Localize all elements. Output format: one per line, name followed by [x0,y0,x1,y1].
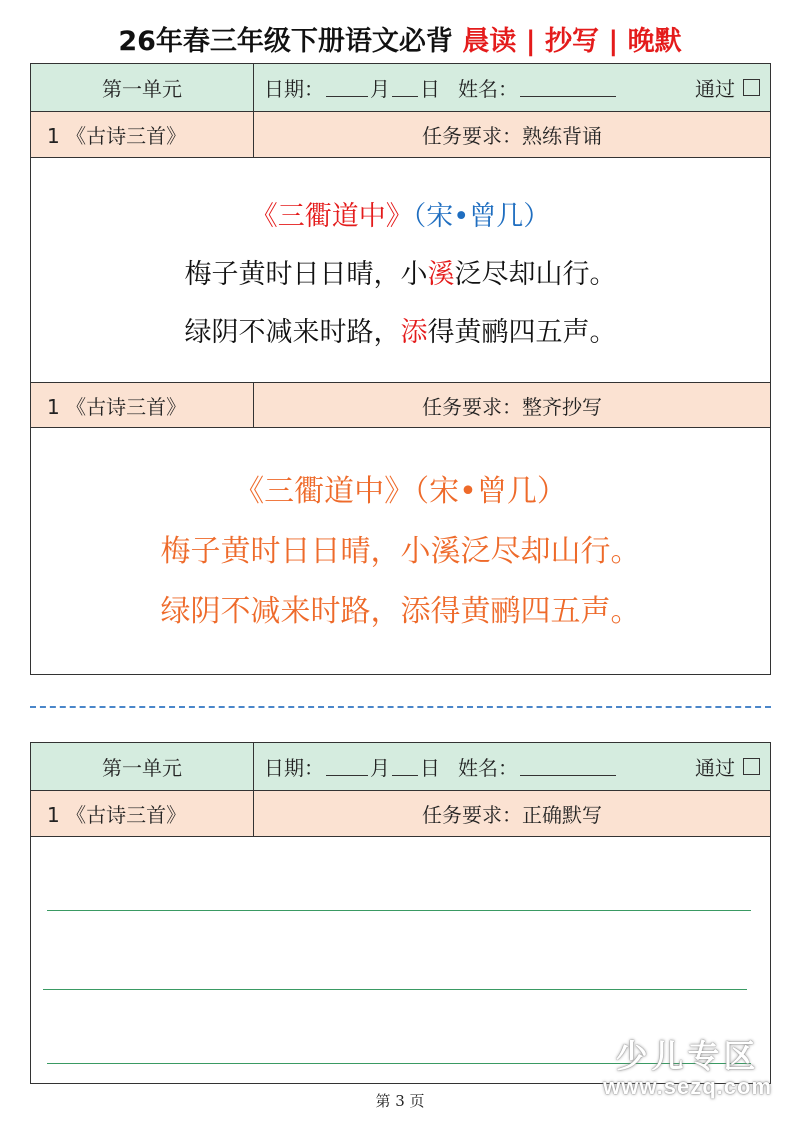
info-row [31,743,770,791]
poem-line-1-part-b: 泛尽却山行。 [454,259,617,290]
name-label: 姓名： [458,77,518,101]
poem-line-1-part-a: 梅子黄时日日晴，小 [184,259,428,290]
month-blank[interactable] [326,757,368,776]
unit-cell [31,743,254,790]
poem-line-2 [31,310,770,349]
unit-label: 第一单元 [102,77,182,101]
pass-checkbox[interactable] [743,79,760,96]
poem-title: 《三衢道中》 [250,201,413,232]
poem-author: （宋•曾几） [412,201,551,232]
page-number: 第 3 页 [375,1092,425,1110]
cut-divider [30,706,771,708]
day-label: 日 [420,756,440,780]
copy-line-2: 绿阴不减来时路，添得黄鹂四五声。 [160,594,641,629]
date-label: 日期： [264,756,324,780]
poem-line-1-highlight: 溪 [427,259,455,290]
lesson-cell [31,791,254,836]
lesson-cell [31,112,254,157]
pass-label: 通过 [695,756,735,780]
poem-line-2-highlight: 添 [400,317,428,348]
pass-checkbox[interactable] [743,758,760,775]
lesson-label: 1 《古诗三首》 [47,803,187,827]
poem-line-1 [31,252,770,291]
copy-task-row [31,382,770,428]
worksheet-top [30,63,771,675]
task-cell [254,112,770,157]
lesson-label: 1 《古诗三首》 [47,394,187,419]
month-blank[interactable] [326,78,368,97]
name-blank[interactable] [520,78,616,97]
lesson-label: 1 《古诗三首》 [47,124,187,148]
poem-copy-block [31,430,770,670]
unit-label: 第一单元 [102,756,182,780]
copy-line-1: 梅子黄时日日晴，小溪泛尽却山行。 [160,534,641,569]
lesson-cell [31,383,254,427]
dictation-task-row [31,791,770,837]
day-label: 日 [420,77,440,101]
poem-line-2-part-a: 绿阴不减来时路， [184,317,401,348]
writing-line-1[interactable] [47,910,751,911]
watermark [603,1038,772,1100]
day-blank[interactable] [392,78,418,97]
watermark-brand: 少儿专区 [615,1037,760,1075]
task-cell [254,383,770,427]
poem-title-line [31,194,770,233]
unit-cell [31,64,254,111]
month-label: 月 [370,756,390,780]
name-blank[interactable] [520,757,616,776]
poem-read-block [31,158,770,382]
day-blank[interactable] [392,757,418,776]
task-cell [254,791,770,836]
poem-line-2-part-b: 得黄鹂四五声。 [427,317,617,348]
page-title [0,22,800,62]
pass-label: 通过 [695,77,735,101]
page-title-main: 26年春三年级下册语文必背 [118,26,463,57]
name-label: 姓名： [458,756,518,780]
info-cell [254,743,770,790]
task-label: 任务要求：整齐抄写 [422,394,602,419]
date-label: 日期： [264,77,324,101]
info-cell [254,64,770,111]
info-row [31,64,770,112]
task-label: 任务要求：熟练背诵 [422,124,602,148]
read-task-row [31,112,770,158]
worksheet-dictation [30,742,771,1084]
copy-title-line: 《三衢道中》（宋•曾几） [234,474,567,509]
page-title-highlight: 晨读 | 抄写 | 晚默 [462,26,682,57]
month-label: 月 [370,77,390,101]
watermark-url: www.sezq.com [603,1074,772,1099]
task-label: 任务要求：正确默写 [422,803,602,827]
writing-line-2[interactable] [43,989,747,990]
